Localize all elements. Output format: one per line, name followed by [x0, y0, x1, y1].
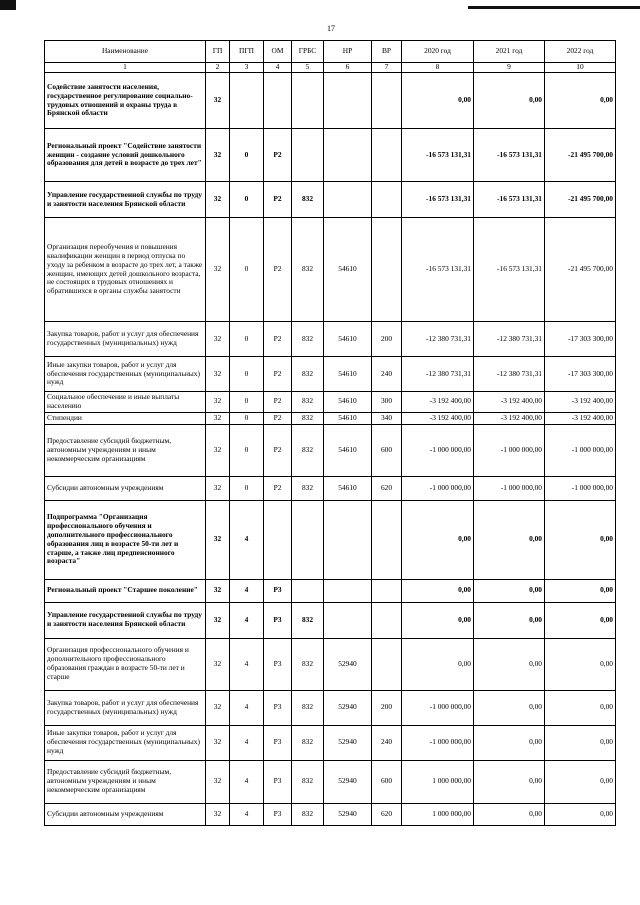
amount-2022: 0,00	[545, 73, 616, 129]
amount-2021: -16 573 131,31	[474, 182, 545, 218]
om-code	[264, 500, 292, 579]
amount-2022: -17 303 300,00	[545, 322, 616, 357]
nr-code: 52940	[324, 690, 372, 725]
grbs-code	[292, 500, 324, 579]
column-number-row	[45, 63, 616, 73]
col-number: 1	[45, 63, 206, 73]
vr-code: 200	[372, 322, 402, 357]
col-number: 6	[324, 63, 372, 73]
row-name: Организация переобучения и повышения квалификации женщин в период отпуска по уходу за ребенком в возрасте до трех лет, а также женщин, имеющих детей дошкольного возраста, не состоящих в трудовых отношениях и обратившихся в органы службы занятости	[45, 218, 206, 322]
table-row	[45, 638, 616, 690]
vr-code: 240	[372, 725, 402, 760]
pgp-code: 4	[230, 638, 264, 690]
nr-code: 54610	[324, 357, 372, 392]
amount-2021: -16 573 131,31	[474, 129, 545, 182]
gp-code: 32	[206, 760, 230, 803]
grbs-code: 832	[292, 760, 324, 803]
pgp-code: 0	[230, 182, 264, 218]
row-name: Предоставление субсидий бюджетным, автономным учреждениям и иным некоммерческим организациям	[45, 760, 206, 803]
amount-2020: -16 573 131,31	[402, 182, 474, 218]
om-code: P3	[264, 638, 292, 690]
amount-2022: -3 192 400,00	[545, 392, 616, 413]
vr-code	[372, 73, 402, 129]
table-row	[45, 182, 616, 218]
amount-2021: -1 000 000,00	[474, 476, 545, 500]
pgp-code: 0	[230, 412, 264, 424]
header-row	[45, 41, 616, 63]
nr-code	[324, 73, 372, 129]
gp-code: 32	[206, 357, 230, 392]
pgp-code: 4	[230, 803, 264, 825]
om-code: P3	[264, 690, 292, 725]
row-name: Содействие занятости населения, государственное регулирование социально-трудовых отношений и охраны труда в Брянской области	[45, 73, 206, 129]
table-row	[45, 760, 616, 803]
amount-2020: 1 000 000,00	[402, 803, 474, 825]
col-header-grbs: ГРБС	[292, 41, 324, 63]
om-code	[264, 73, 292, 129]
pgp-code: 0	[230, 357, 264, 392]
amount-2020: 0,00	[402, 73, 474, 129]
row-name: Иные закупки товаров, работ и услуг для обеспечения государственных (муниципальных) нужд	[45, 357, 206, 392]
gp-code: 32	[206, 579, 230, 602]
col-number: 8	[402, 63, 474, 73]
vr-code: 620	[372, 476, 402, 500]
vr-code: 600	[372, 760, 402, 803]
row-name: Иные закупки товаров, работ и услуг для обеспечения государственных (муниципальных) нужд	[45, 725, 206, 760]
amount-2021: 0,00	[474, 638, 545, 690]
grbs-code: 832	[292, 803, 324, 825]
amount-2021: 0,00	[474, 760, 545, 803]
gp-code: 32	[206, 73, 230, 129]
amount-2020: -3 192 400,00	[402, 392, 474, 413]
vr-code: 240	[372, 357, 402, 392]
amount-2021: 0,00	[474, 579, 545, 602]
vr-code: 600	[372, 424, 402, 476]
nr-code: 54610	[324, 412, 372, 424]
amount-2022: -17 303 300,00	[545, 357, 616, 392]
om-code: P2	[264, 218, 292, 322]
grbs-code: 832	[292, 725, 324, 760]
vr-code	[372, 500, 402, 579]
om-code: P3	[264, 602, 292, 638]
nr-code: 54610	[324, 424, 372, 476]
amount-2020: 0,00	[402, 638, 474, 690]
grbs-code: 832	[292, 392, 324, 413]
amount-2020: -16 573 131,31	[402, 129, 474, 182]
amount-2021: 0,00	[474, 602, 545, 638]
gp-code: 32	[206, 392, 230, 413]
vr-code: 300	[372, 392, 402, 413]
amount-2022: 0,00	[545, 760, 616, 803]
grbs-code	[292, 129, 324, 182]
table-row	[45, 73, 616, 129]
grbs-code: 832	[292, 424, 324, 476]
row-name: Социальное обеспечение и иные выплаты населению	[45, 392, 206, 413]
pgp-code	[230, 73, 264, 129]
table-row	[45, 218, 616, 322]
grbs-code: 832	[292, 322, 324, 357]
om-code: P2	[264, 412, 292, 424]
grbs-code: 832	[292, 218, 324, 322]
grbs-code: 832	[292, 602, 324, 638]
om-code: P2	[264, 129, 292, 182]
gp-code: 32	[206, 602, 230, 638]
vr-code	[372, 218, 402, 322]
nr-code: 52940	[324, 725, 372, 760]
col-number: 3	[230, 63, 264, 73]
col-number: 2	[206, 63, 230, 73]
gp-code: 32	[206, 690, 230, 725]
amount-2021: 0,00	[474, 73, 545, 129]
pgp-code: 4	[230, 602, 264, 638]
amount-2021: 0,00	[474, 690, 545, 725]
amount-2021: 0,00	[474, 725, 545, 760]
amount-2022: 0,00	[545, 725, 616, 760]
row-name: Субсидии автономным учреждениям	[45, 803, 206, 825]
amount-2021: -3 192 400,00	[474, 392, 545, 413]
om-code: P2	[264, 357, 292, 392]
grbs-code: 832	[292, 357, 324, 392]
col-header-nr: НР	[324, 41, 372, 63]
vr-code	[372, 129, 402, 182]
col-number: 10	[545, 63, 616, 73]
amount-2022: -3 192 400,00	[545, 412, 616, 424]
table-body	[45, 73, 616, 826]
amount-2022: -21 495 700,00	[545, 218, 616, 322]
om-code: P2	[264, 476, 292, 500]
table-row	[45, 357, 616, 392]
gp-code: 32	[206, 725, 230, 760]
col-number: 9	[474, 63, 545, 73]
table-row	[45, 322, 616, 357]
grbs-code	[292, 73, 324, 129]
amount-2021: -1 000 000,00	[474, 424, 545, 476]
row-name: Субсидии автономным учреждениям	[45, 476, 206, 500]
amount-2021: -16 573 131,31	[474, 218, 545, 322]
table-row	[45, 392, 616, 413]
nr-code: 52940	[324, 760, 372, 803]
amount-2022: 0,00	[545, 602, 616, 638]
nr-code	[324, 579, 372, 602]
row-name: Региональный проект "Старшее поколение"	[45, 579, 206, 602]
nr-code	[324, 602, 372, 638]
row-name: Региональный проект "Содействие занятости женщин - создание условий дошкольного образования для детей в возрасте до трех лет"	[45, 129, 206, 182]
om-code: P2	[264, 182, 292, 218]
amount-2021: -3 192 400,00	[474, 412, 545, 424]
gp-code: 32	[206, 322, 230, 357]
page-number: 17	[327, 24, 335, 33]
om-code: P3	[264, 579, 292, 602]
col-header-gp: ГП	[206, 41, 230, 63]
pgp-code: 4	[230, 760, 264, 803]
table-row	[45, 476, 616, 500]
table-row	[45, 500, 616, 579]
pgp-code: 0	[230, 424, 264, 476]
amount-2020: -12 380 731,31	[402, 322, 474, 357]
row-name: Закупка товаров, работ и услуг для обеспечения государственных (муниципальных) нужд	[45, 690, 206, 725]
amount-2022: -1 000 000,00	[545, 476, 616, 500]
col-header-name: Наименование	[45, 41, 206, 63]
nr-code: 54610	[324, 322, 372, 357]
amount-2021: 0,00	[474, 803, 545, 825]
gp-code: 32	[206, 129, 230, 182]
amount-2022: -21 495 700,00	[545, 182, 616, 218]
col-header-2021: 2021 год	[474, 41, 545, 63]
om-code: P3	[264, 725, 292, 760]
vr-code: 340	[372, 412, 402, 424]
gp-code: 32	[206, 476, 230, 500]
col-number: 7	[372, 63, 402, 73]
vr-code	[372, 602, 402, 638]
pgp-code: 4	[230, 690, 264, 725]
gp-code: 32	[206, 412, 230, 424]
nr-code: 54610	[324, 392, 372, 413]
grbs-code: 832	[292, 412, 324, 424]
amount-2022: 0,00	[545, 500, 616, 579]
amount-2021: 0,00	[474, 500, 545, 579]
nr-code	[324, 500, 372, 579]
col-header-2022: 2022 год	[545, 41, 616, 63]
budget-table	[44, 40, 616, 826]
table-row	[45, 412, 616, 424]
row-name: Организация профессионального обучения и дополнительного профессионального образования граждан в возрасте 50-ти лет и старше	[45, 638, 206, 690]
scan-mark-right	[468, 6, 640, 9]
nr-code: 54610	[324, 476, 372, 500]
vr-code: 200	[372, 690, 402, 725]
gp-code: 32	[206, 803, 230, 825]
row-name: Управление государственной службы по труду и занятости населения Брянской области	[45, 182, 206, 218]
col-number: 4	[264, 63, 292, 73]
pgp-code: 0	[230, 476, 264, 500]
om-code: P3	[264, 803, 292, 825]
pgp-code: 4	[230, 579, 264, 602]
nr-code	[324, 129, 372, 182]
pgp-code: 4	[230, 725, 264, 760]
om-code: P2	[264, 424, 292, 476]
col-header-pgp: ПГП	[230, 41, 264, 63]
amount-2020: -1 000 000,00	[402, 476, 474, 500]
om-code: P3	[264, 760, 292, 803]
gp-code: 32	[206, 424, 230, 476]
row-name: Стипендии	[45, 412, 206, 424]
grbs-code: 832	[292, 476, 324, 500]
om-code: P2	[264, 392, 292, 413]
row-name: Предоставление субсидий бюджетным, автономным учреждениям и иным некоммерческим организациям	[45, 424, 206, 476]
table-row	[45, 690, 616, 725]
amount-2020: -3 192 400,00	[402, 412, 474, 424]
scan-mark-left	[0, 0, 16, 10]
amount-2020: 0,00	[402, 500, 474, 579]
amount-2021: -12 380 731,31	[474, 357, 545, 392]
vr-code: 620	[372, 803, 402, 825]
amount-2020: -1 000 000,00	[402, 424, 474, 476]
gp-code: 32	[206, 638, 230, 690]
col-header-2020: 2020 год	[402, 41, 474, 63]
table-row	[45, 803, 616, 825]
amount-2020: -16 573 131,31	[402, 218, 474, 322]
table-row	[45, 725, 616, 760]
amount-2022: 0,00	[545, 638, 616, 690]
amount-2020: 1 000 000,00	[402, 760, 474, 803]
pgp-code: 0	[230, 322, 264, 357]
col-header-vr: ВР	[372, 41, 402, 63]
col-number: 5	[292, 63, 324, 73]
nr-code: 54610	[324, 218, 372, 322]
amount-2022: -21 495 700,00	[545, 129, 616, 182]
table-row	[45, 129, 616, 182]
vr-code	[372, 638, 402, 690]
pgp-code: 0	[230, 392, 264, 413]
table-row	[45, 602, 616, 638]
nr-code: 52940	[324, 803, 372, 825]
amount-2022: 0,00	[545, 690, 616, 725]
nr-code	[324, 182, 372, 218]
pgp-code: 0	[230, 218, 264, 322]
amount-2020: -12 380 731,31	[402, 357, 474, 392]
amount-2020: -1 000 000,00	[402, 725, 474, 760]
amount-2020: 0,00	[402, 602, 474, 638]
grbs-code: 832	[292, 690, 324, 725]
table-row	[45, 424, 616, 476]
om-code: P2	[264, 322, 292, 357]
amount-2022: 0,00	[545, 579, 616, 602]
vr-code	[372, 182, 402, 218]
amount-2021: -12 380 731,31	[474, 322, 545, 357]
grbs-code	[292, 579, 324, 602]
col-header-om: ОМ	[264, 41, 292, 63]
pgp-code: 0	[230, 129, 264, 182]
gp-code: 32	[206, 500, 230, 579]
row-name: Подпрограмма "Организация профессионального обучения и дополнительного профессионального образования лиц в возрасте 50-ти лет и старше, а также лиц предпенсионного возраста"	[45, 500, 206, 579]
pgp-code: 4	[230, 500, 264, 579]
amount-2022: -1 000 000,00	[545, 424, 616, 476]
grbs-code: 832	[292, 638, 324, 690]
row-name: Закупка товаров, работ и услуг для обеспечения государственных (муниципальных) нужд	[45, 322, 206, 357]
gp-code: 32	[206, 218, 230, 322]
gp-code: 32	[206, 182, 230, 218]
amount-2020: 0,00	[402, 579, 474, 602]
vr-code	[372, 579, 402, 602]
amount-2020: -1 000 000,00	[402, 690, 474, 725]
grbs-code: 832	[292, 182, 324, 218]
table-row	[45, 579, 616, 602]
amount-2022: 0,00	[545, 803, 616, 825]
nr-code: 52940	[324, 638, 372, 690]
row-name: Управление государственной службы по труду и занятости населения Брянской области	[45, 602, 206, 638]
